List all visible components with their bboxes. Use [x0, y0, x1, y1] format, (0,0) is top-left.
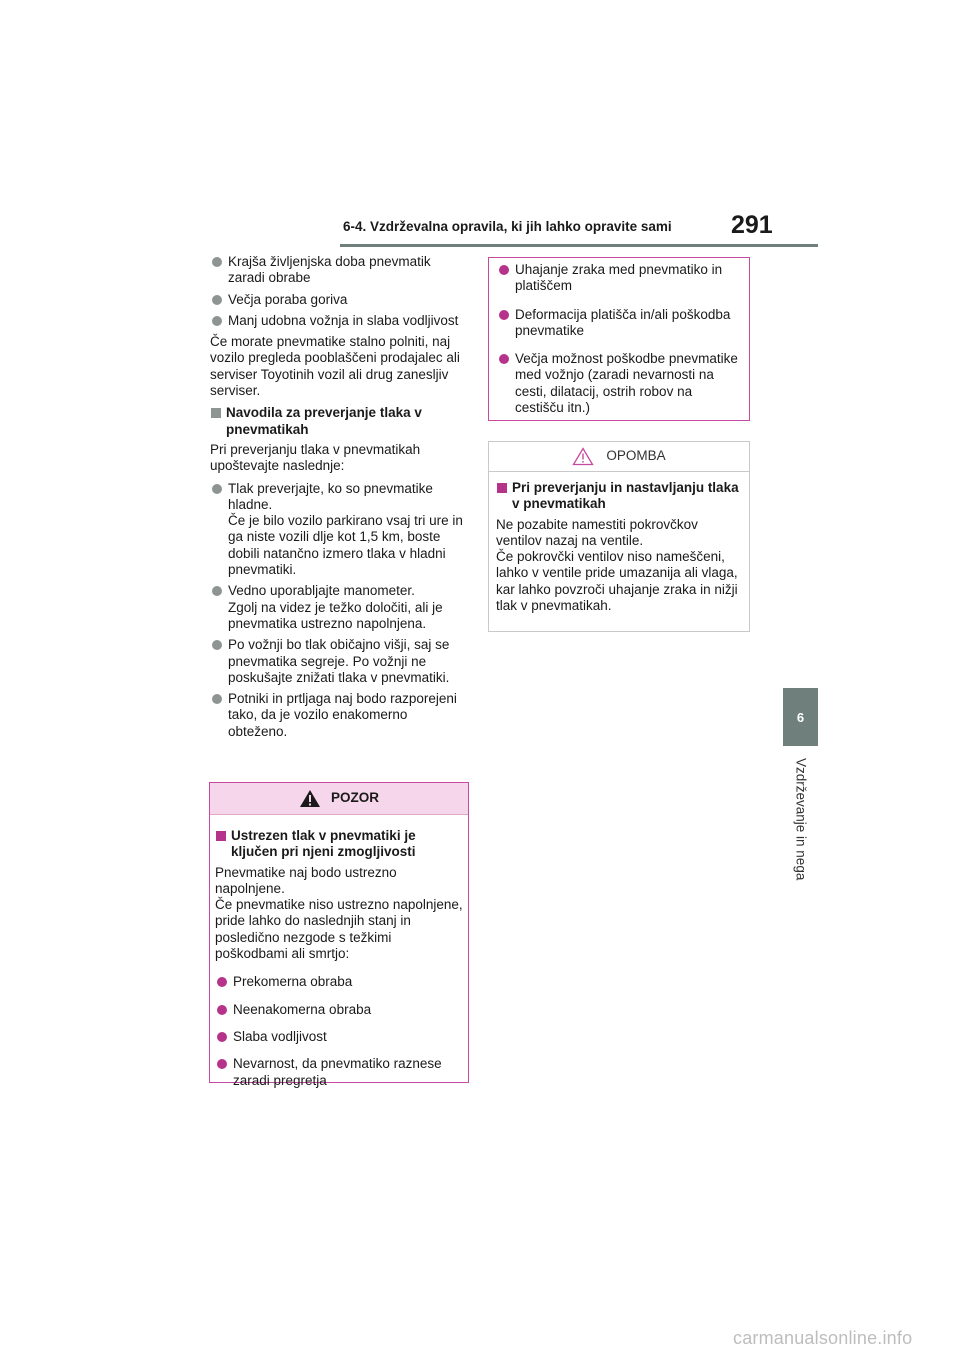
- warning-icon: [299, 789, 321, 808]
- square-bullet-icon: [211, 408, 221, 418]
- caution-box: [209, 782, 469, 1088]
- chapter-number: 6: [796, 709, 805, 725]
- bullet-icon: [217, 1005, 227, 1015]
- list-item: Večja možnost poškodbe pnevmatike med vožnjo (zaradi nevarnosti na cesti, dilatacij, ostrih robov na cestišču itn.): [497, 351, 743, 416]
- caution-continuation-box: [488, 257, 750, 421]
- paragraph: Če morate pnevmatike stalno polniti, naj vozilo pregleda pooblaščeni prodajalec ali serviser Toyotinih vozil ali drug zanesljiv serviser.: [210, 334, 460, 399]
- caution-heading: Ustrezen tlak v pnevmatiki je ključen pri njeni zmogljivosti: [215, 828, 463, 861]
- chapter-side-label: [786, 758, 816, 898]
- note-heading: Pri preverjanju in nastavljanju tlaka v pnevmatikah: [496, 480, 742, 513]
- notice-triangle-icon: [572, 447, 594, 466]
- bullet-icon: [217, 977, 227, 987]
- page-number: 291: [731, 211, 773, 239]
- note-header: [489, 442, 749, 472]
- paragraph: Pri preverjanju tlaka v pnevmatikah upoštevajte naslednje:: [210, 441, 421, 474]
- header-divider: [340, 244, 818, 247]
- list-item: Neenakomerna obraba: [215, 1002, 463, 1018]
- chapter-tab[interactable]: [783, 688, 818, 746]
- note-title: OPOMBA: [606, 448, 666, 464]
- bullet-icon: [499, 310, 509, 320]
- list-item: Prekomerna obraba: [215, 974, 463, 990]
- bullet-icon: [499, 265, 509, 275]
- watermark: carmanualsonline.info: [733, 1328, 913, 1348]
- caution-header: [210, 783, 468, 815]
- bullet-icon: [212, 586, 222, 596]
- bullet-icon: [212, 640, 222, 650]
- bullet-icon: [212, 295, 222, 305]
- list-item: Deformacija platišča in/ali poškodba pnevmatike: [497, 307, 743, 340]
- list-item: Manj udobna vožnja in slaba vodljivost: [210, 313, 470, 329]
- list-item: Krajša življenjska doba pnevmatik zaradi obrabe: [210, 254, 470, 287]
- caution-title: POZOR: [330, 790, 379, 806]
- list-item: Potniki in prtljaga naj bodo razporejeni tako, da je vozilo enakomerno obteženo.: [210, 691, 470, 740]
- bullet-icon: [217, 1059, 227, 1069]
- bullet-icon: [212, 257, 222, 267]
- caution-paragraph: Pnevmatike naj bodo ustrezno napolnjene. Če pnevmatike niso ustrezno napolnjene, pride lahko do naslednjih stanj in posledično nezgode s težkimi poškodbami ali smrtjo:: [215, 864, 463, 962]
- list-item: Večja poraba goriva: [210, 292, 470, 308]
- left-column: [210, 254, 470, 745]
- list-item: Po vožnji bo tlak običajno višji, saj se pnevmatika segreje. Po vožnji ne poskušajte znižati tlaka v pnevmatiki.: [210, 637, 470, 686]
- bullet-icon: [212, 316, 222, 326]
- bullet-icon: [212, 694, 222, 704]
- note-paragraph: Ne pozabite namestiti pokrovčkov ventilov nazaj na ventile. Če pokrovčki ventilov niso nameščeni, lahko v ventile pride umazanija ali vlaga, kar lahko povzroči uhajanje zraka in nižji tlak v pnevmatikah.: [496, 516, 738, 614]
- list-item: Vedno uporabljajte manometer. Zgolj na videz je težko določiti, ali je pnevmatika ustrezno napolnjena.: [210, 583, 470, 632]
- list-item: Uhajanje zraka med pnevmatiko in platiščem: [497, 262, 743, 295]
- square-bullet-icon: [497, 483, 507, 493]
- bullet-icon: [499, 354, 509, 364]
- list-item: Slaba vodljivost: [215, 1029, 463, 1045]
- list-item: Tlak preverjajte, ko so pnevmatike hladne. Če je bilo vozilo parkirano vsaj tri ure in ga niste vozili dlje kot 1,5 km, boste dobili natančno izmero tlaka v hladni pnevmatiki.: [210, 481, 470, 579]
- subsection-heading: Navodila za preverjanje tlaka v pnevmatikah: [210, 405, 470, 438]
- section-title: 6-4. Vzdrževalna opravila, ki jih lahko opravite sami: [343, 219, 672, 234]
- chapter-label: Vzdrževanje in nega: [793, 758, 809, 881]
- bullet-icon: [212, 484, 222, 494]
- note-box: [488, 441, 750, 632]
- list-item: Nevarnost, da pnevmatiko raznese zaradi pregretja: [215, 1056, 463, 1089]
- bullet-icon: [217, 1032, 227, 1042]
- square-bullet-icon: [216, 831, 226, 841]
